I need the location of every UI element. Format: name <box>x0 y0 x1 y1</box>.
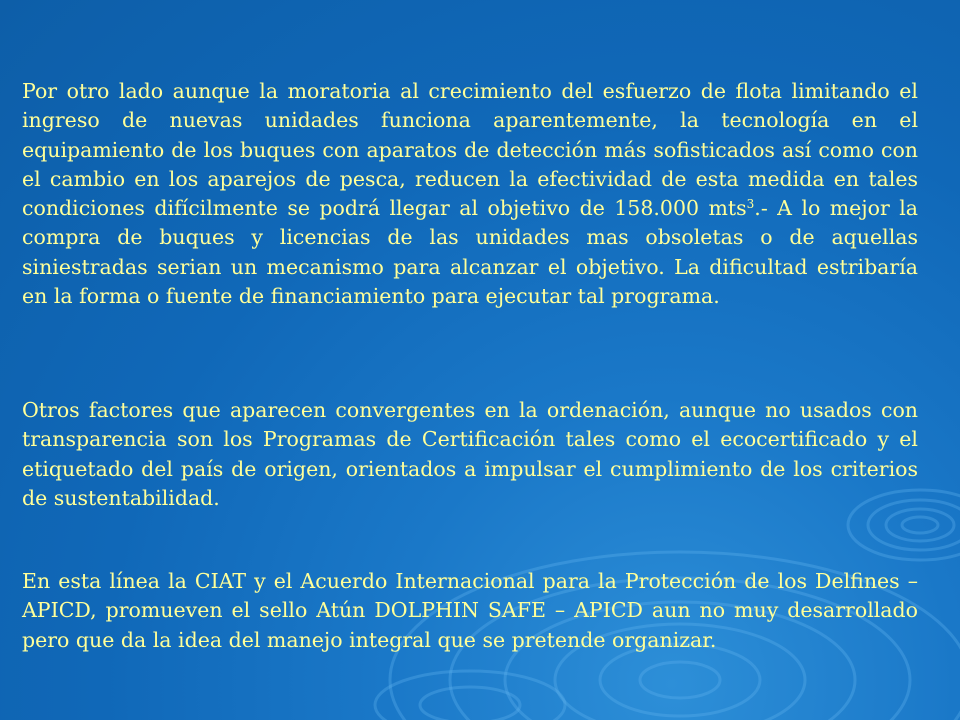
paragraph-moratoria-text: Por otro lado aunque la moratoria al crecimiento del esfuerzo de flota limitando el ingreso de nuevas unidades funciona aparentemente, la tecnología en el equipamiento de los buques con aparatos de detección más sofisticados así como con el cambio en los aparejos de pesca, reducen la efectividad de esta medida en tales condiciones difícilmente se podrá llegar al objetivo de 158.000 mts <box>22 79 918 221</box>
paragraph-ciat-apicd: En esta línea la CIAT y el Acuerdo Internacional para la Protección de los Delfines – APICD, promueven el sello Atún DOLPHIN SAFE – APICD aun no muy desarrollado pero que da la idea del manejo integral que se pretende organizar. <box>22 569 918 652</box>
paragraph-moratoria-text-cont: .- A lo mejor la compra de buques y licencias de las unidades mas obsoletas o de aquellas siniestradas serian un mecanismo para alcanzar el objetivo. La dificultad estribaría en la forma o fuente de financiamiento para ejecutar tal programa. <box>22 196 918 309</box>
paragraph-certificacion: Otros factores que aparecen convergentes en la ordenación, aunque no usados con transparencia son los Programas de Certificación tales como el ecocertificado y el etiquetado del país de origen, orientados a impulsar el cumplimiento de los criterios de sustentabilidad. <box>22 398 918 510</box>
paragraph-moratoria <box>22 77 918 311</box>
superscript-3: 3 <box>746 197 755 212</box>
